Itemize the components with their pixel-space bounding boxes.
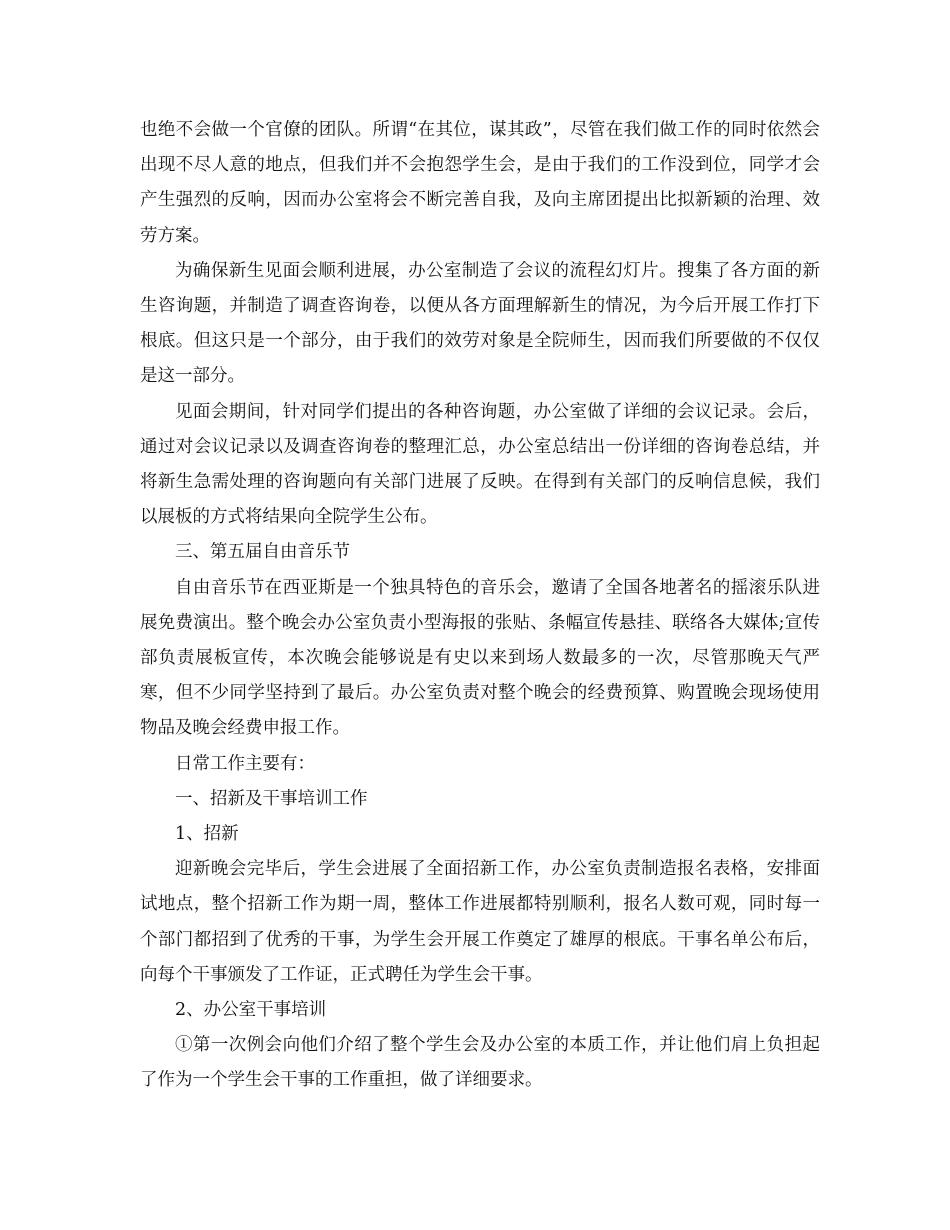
daily-work-heading: 日常工作主要有： — [175, 753, 315, 774]
paragraph-4: 自由音乐节在西亚斯是一个独具特色的音乐会，邀请了全国各地著名的摇滚乐队进展免费演出。整个晚会办公室负责小型海报的张贴、条幅宣传悬挂、联络各大媒体;宣传部负责展板宣传，本次晚会能够说是有史以来到场人数最多的一次，尽管那晚天气严寒，但不少同学坚持到了最后。办公室负责对整个晚会的经费预算、购置晚会现场使用物品及晚会经费申报工作。 — [140, 577, 820, 739]
paragraph-6: ①第一次例会向他们介绍了整个学生会及办公室的本质工作，并让他们肩上负担起了作为一个学生会干事的工作重担，做了详细要求。 — [140, 1035, 820, 1091]
paragraph-5: 迎新晚会完毕后，学生会进展了全面招新工作，办公室负责制造报名表格，安排面试地点，整个招新工作为期一周，整体工作进展都特别顺利，报名人数可观，同时每一个部门都招到了优秀的干事，为学生会开展工作奠定了雄厚的根底。干事名单公布后，向每个干事颁发了工作证，正式聘任为学生会干事。 — [140, 859, 820, 985]
document-body — [140, 113, 820, 1099]
paragraph-1: 也绝不会做一个官僚的团队。所谓“在其位，谋其政”，尽管在我们做工作的同时依然会出现不尽人意的地点，但我们并不会抱怨学生会，是由于我们的工作没到位，同学才会产生强烈的反响，因而办公室将会不断完善自我，及向主席团提出比拟新颖的治理、效劳方案。 — [140, 120, 820, 246]
section-heading-music-festival: 三、第五届自由音乐节 — [175, 542, 350, 563]
paragraph-3: 见面会期间，针对同学们提出的各种咨询题，办公室做了详细的会议记录。会后，通过对会议记录以及调查咨询卷的整理汇总，办公室总结出一份详细的咨询卷总结，并将新生急需处理的咨询题向有关部门进展了反映。在得到有关部门的反响信息候，我们以展板的方式将结果向全院学生公布。 — [140, 401, 820, 528]
subheading-recruitment: 1、招新 — [175, 824, 239, 845]
section-heading-recruitment: 一、招新及干事培训工作 — [175, 788, 368, 809]
paragraph-2: 为确保新生见面会顺利进展，办公室制造了会议的流程幻灯片。搜集了各方面的新生咨询题，并制造了调查咨询卷，以便从各方面理解新生的情况，为今后开展工作打下根底。但这只是一个部分，由于我们的效劳对象是全院师生，因而我们所要做的不仅仅是这一部分。 — [140, 260, 820, 387]
subheading-training: 2、办公室干事培训 — [175, 1000, 327, 1021]
